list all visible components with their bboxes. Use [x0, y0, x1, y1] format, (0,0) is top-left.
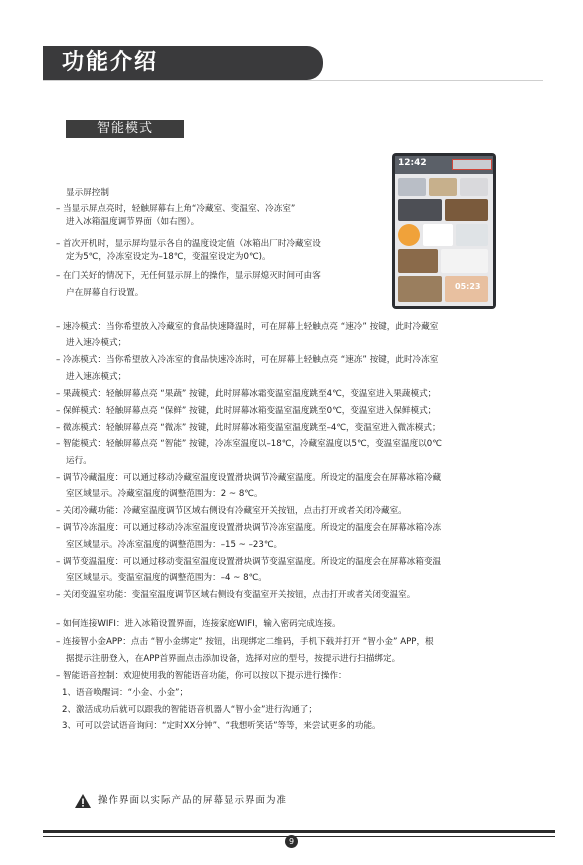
mode-line: 室区域显示。冷冻室温度的调整范围为：–15 ~ –23℃。	[66, 540, 283, 550]
mode-line: 运行。	[66, 456, 92, 466]
warning-text: 操作界面以实际产品的屏幕显示界面为准	[98, 795, 288, 806]
mode-line: 室区域显示。变温室温度的调整范围为：–4 ~ 8℃。	[66, 573, 267, 583]
display-line: – 当显示屏点亮时，轻触屏幕右上角“冷藏室、变温室、冷冻室”	[56, 204, 296, 214]
mode-line: – 调节冷藏温度：可以通过移动冷藏室温度设置滑块调节冷藏室温度。所设定的温度会在屏幕冰箱冷藏	[56, 473, 442, 483]
header-divider	[43, 80, 543, 81]
wifi-line: 据提示注册登入，在APP首界面点击添加设备，选择对应的型号，按提示进行扫描绑定。	[66, 654, 401, 664]
footer-rule-thin	[43, 836, 555, 837]
wifi-line: – 智能语音控制：欢迎使用我的智能语音功能，你可以按以下提示进行操作：	[56, 671, 347, 681]
voice-line: 1、语音唤醒词：“小金、小金”；	[62, 688, 189, 698]
voice-line: 2、激活成功后就可以跟我的智能语音机器人“智小金”进行沟通了；	[62, 705, 317, 715]
page-title: 功能介绍	[62, 50, 159, 75]
mode-line: 进入速冻模式；	[66, 372, 127, 382]
warning-icon	[74, 793, 92, 809]
screen-top-bar	[395, 156, 493, 174]
screen-bottom-clock: 05:23	[455, 282, 481, 291]
mode-line: – 关闭冷藏功能：冷藏室温度调节区域右侧设有冷藏室开关按钮，点击打开或者关闭冷藏室。	[56, 506, 407, 516]
display-line: – 首次开机时，显示屏均显示各自的温度设定值（冰箱出厂时冷藏室设	[56, 239, 321, 249]
mode-line: – 调节变温温度：可以通过移动变温室温度设置滑块调节变温室温度。所设定的温度会在屏幕冰箱变温	[56, 557, 442, 567]
fridge-screen-image	[392, 153, 496, 309]
display-heading: 显示屏控制	[66, 188, 109, 198]
page-number: 9	[285, 835, 298, 848]
screen-clock: 12:42	[398, 158, 427, 168]
mode-line: – 微冻模式：轻触屏幕点亮 “微冻” 按键，此时屏幕冰箱变温室温度跳至–4℃，变温室进入微冻模式；	[56, 423, 441, 433]
mode-line: – 果蔬模式：轻触屏幕点亮 “果蔬” 按键，此时屏幕冰霜变温室温度跳至4℃，变温室进入果蔬模式；	[56, 389, 437, 399]
display-line: 户在屏幕自行设置。	[66, 288, 144, 298]
display-line: 进入冰箱温度调节界面（如右图）。	[66, 217, 200, 227]
display-line: 定为5℃，冷冻室设定为–18℃，变温室设定为0℃)。	[66, 252, 271, 262]
footer-rule	[43, 830, 555, 833]
mode-line: – 速冷模式：当你希望放入冷藏室的食品快速降温时，可在屏幕上轻触点亮 “速冷” 按键，此时冷藏室	[56, 322, 439, 332]
section-label: 智能模式	[66, 120, 184, 138]
mode-line: – 冷冻模式：当你希望放入冷冻室的食品快速冷冻时，可在屏幕上轻触点亮 “速冻” 按键，此时冷冻室	[56, 355, 439, 365]
wifi-line: – 如何连接WIFI：进入冰箱设置界面，连接家庭WIFI，输入密码完成连接。	[56, 619, 341, 629]
mode-line: 进入速冷模式；	[66, 338, 127, 348]
wifi-line: – 连接智小金APP：点击 “智小金绑定” 按钮，出现绑定二维码，手机下载并打开 “智小金” APP，根	[56, 637, 434, 647]
temperature-highlight	[452, 159, 492, 170]
display-line: – 在门关好的情况下，无任何显示屏上的操作，显示屏熄灭时间可由客	[56, 271, 321, 281]
voice-line: 3、可可以尝试语音询问：“定时XX分钟”、“我想听笑话”等等，来尝试更多的功能。	[62, 721, 381, 731]
mode-line: – 保鲜模式：轻触屏幕点亮 “保鲜” 按键，此时屏幕冰箱变温室温度跳至0℃，变温室进入保鲜模式；	[56, 406, 437, 416]
mode-line: – 关闭变温室功能：变温室温度调节区域右侧设有变温室开关按钮，点击打开或者关闭变温室。	[56, 590, 416, 600]
mode-line: 室区域显示。冷藏室温度的调整范围为：2 ~ 8℃。	[66, 489, 263, 499]
mode-line: – 智能模式：轻触屏幕点亮 “智能” 按键，冷冻室温度以–18℃，冷藏室温度以5℃，变温室温度以0℃	[56, 439, 442, 449]
mode-line: – 调节冷冻温度：可以通过移动冷冻室温度设置滑块调节冷冻室温度。所设定的温度会在屏幕冰箱冷冻	[56, 523, 442, 533]
